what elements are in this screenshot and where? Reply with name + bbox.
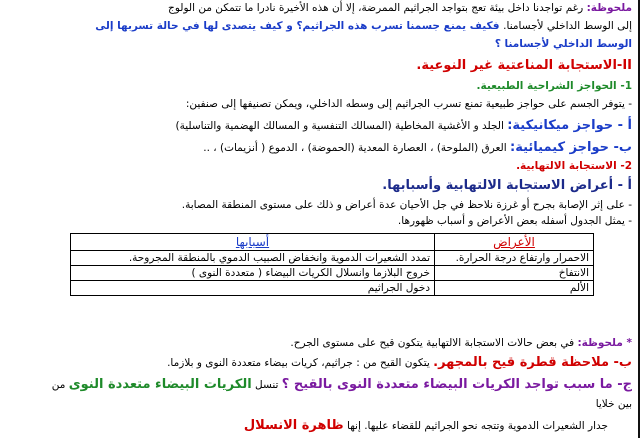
pus-note-label: * ملحوظة:	[577, 337, 632, 349]
question-c	[4, 377, 632, 392]
subsection-2-title: 2- الاستجابة الالتهابية.	[516, 160, 632, 172]
table-intro: - يمثل الجدول أسفله بعض الأعراض و أسباب ظهورها.	[397, 215, 632, 227]
section-2-title: II-الاستجابة المناعتية غير النوعية.	[416, 58, 632, 73]
pus-note-text: في بعض حالات الاستجابة الالتهابية يتكون قيح على مستوى الجرح.	[290, 337, 578, 349]
chemical-label: ب- حواجز كيميائية:	[510, 140, 632, 155]
mechanical-barriers	[4, 118, 632, 133]
cause-cell: دخول الجراثيم	[71, 281, 435, 296]
symptom-cell: الانتفاخ	[435, 266, 594, 281]
table-row	[71, 251, 594, 266]
diapedesis-term: ظاهرة الانسلال	[243, 418, 344, 433]
microscope-label: ب- ملاحظة قطرة قيح بالمجهر.	[433, 355, 632, 370]
question-c-label: ج- ما سبب تواجد الكريات البيضاء متعددة النوى بالقيح ؟	[281, 377, 632, 392]
table-row	[71, 266, 594, 281]
symptoms-table	[70, 233, 594, 296]
question-c-highlight: الكريات البيضاء متعددة النوى	[68, 377, 252, 392]
header-symptoms: الأعراض	[435, 234, 594, 251]
chemical-barriers	[4, 140, 632, 155]
mechanical-label: أ - حواجز ميكانيكية:	[507, 118, 632, 133]
mechanical-text: الجلد و الأغشية المخاطية (المسالك التنفسية و المسالك الهضمية والتناسلية)	[175, 120, 508, 132]
symptom-cell: الألم	[435, 281, 594, 296]
question-text: فكيف يمنع جسمنا تسرب هذه الجراثيم؟ و كيف يتصدى لها في حالة تسربها إلى	[95, 20, 504, 32]
symptoms-title: أ - أعراض الاستجابة الالتهابية وأسبابها.	[382, 178, 632, 193]
pus-note	[4, 337, 632, 349]
note-line-3	[4, 38, 632, 50]
diapedesis-text: جدار الشعيرات الدموية وتتجه نحو الجراثيم للقضاء عليها. إنها	[343, 420, 608, 432]
cause-cell: خروج البلازما وانسلال الكريات البيضاء ( متعددة النوى )	[71, 266, 435, 281]
table-row	[71, 281, 594, 296]
cause-cell: تمدد الشعيرات الدموية وانخفاض الصبيب الدموي بالمنطقة المجروحة.	[71, 251, 435, 266]
note-label: ملحوظة:	[586, 2, 632, 14]
microscope-text: يتكون القيح من : جراثيم، كريات بيضاء متعددة النوى و بلازما.	[167, 357, 434, 369]
header-causes: أسبابها	[71, 234, 435, 251]
chemical-text: العرق (الملوحة) ، العصارة المعدية (الحموضة) ، الدموع ( أنزيمات) ، ..	[203, 142, 511, 154]
microscope-observation	[4, 355, 632, 370]
note-text-2: إلى الوسط الداخلي لأجسامنا.	[503, 20, 632, 32]
barriers-intro: - يتوفر الجسم على حواجز طبيعية تمنع تسرب الجراثيم إلى وسطه الداخلي، ويمكن تصنيفها إلى صنفين:	[185, 98, 632, 110]
diapedesis-line	[4, 418, 608, 433]
injury-text: - على إثر الإصابة بجرح أو غرزة نلاحظ في جل الأحيان عدة أعراض و ذلك على مستوى المنطقة المصابة.	[181, 199, 632, 211]
note-line-1	[4, 2, 632, 14]
symptom-cell: الاحمرار وارتفاع درجة الحرارة.	[435, 251, 594, 266]
note-line-2	[4, 20, 632, 32]
note-text: رغم تواجدنا داخل بيئة تعج بتواجد الجراثيم الممرضة، إلا أن هذه الأخيرة نادرا ما تتمكن من الولوج	[168, 2, 587, 14]
question-text-2: الوسط الداخلي لأجسامنا ؟	[494, 38, 632, 50]
question-c-text: تنسل	[251, 379, 282, 391]
question-c-text-2: من	[51, 379, 69, 391]
between-cells: بين خلايا	[595, 398, 632, 410]
subsection-1-title: 1- الحواجز الشراحية الطبيعية.	[476, 80, 632, 92]
table-header-row	[71, 234, 594, 251]
